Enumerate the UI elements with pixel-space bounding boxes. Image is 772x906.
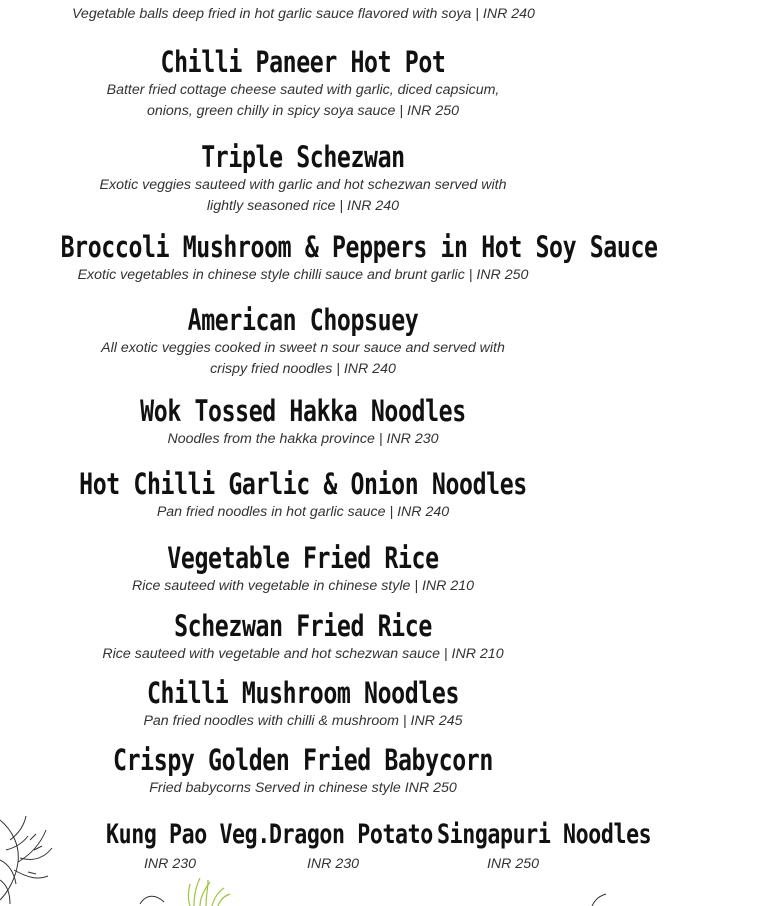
item-description-line: Rice sauteed with vegetable in chinese style | INR 210 [131, 578, 474, 594]
grass-sketch-icon [186, 876, 246, 906]
item-price: INR 230 [306, 856, 360, 872]
menu-item-partial [0, 4, 606, 25]
menu-item-column [418, 819, 652, 875]
item-name: Triple Schezwan [201, 140, 405, 174]
flower-sketch-icon [0, 800, 70, 906]
item-price: INR 230 [143, 856, 197, 872]
menu-item [0, 469, 606, 523]
item-description: Vegetable balls deep fried in hot garlic sauce flavored with soya | INR 240 [72, 6, 535, 22]
menu-item [0, 305, 606, 380]
item-name: Wok Tossed Hakka Noodles [140, 394, 466, 428]
item-price: INR 250 [486, 856, 540, 872]
menu-item [0, 678, 606, 732]
menu-item [0, 142, 606, 217]
item-description-line: lightly seasoned rice | INR 240 [206, 198, 400, 214]
menu-item [0, 611, 606, 665]
menu-item [0, 230, 658, 286]
item-name: Chilli Mushroom Noodles [146, 676, 460, 710]
item-name: Schezwan Fried Rice [174, 609, 432, 643]
item-description-line: All exotic veggies cooked in sweet n sour sauce and served with [101, 340, 505, 356]
leaf-sketch-icon [138, 892, 168, 906]
item-description-line: Fried babycorns Served in chinese style INR 250 [149, 780, 457, 796]
menu-item-column [253, 819, 433, 875]
item-description-line: Exotic veggies sauteed with garlic and hot schezwan served with [99, 177, 507, 193]
item-description-line: crispy fried noodles | INR 240 [210, 361, 396, 377]
item-description-line: Noodles from the hakka province | INR 230 [167, 431, 439, 447]
menu-item [0, 543, 606, 597]
menu-item [0, 396, 606, 450]
item-name: Hot Chilli Garlic & Onion Noodles [79, 467, 527, 501]
item-description-line: onions, green chilly in spicy soya sauce | INR 250 [146, 103, 460, 119]
item-name: American Chopsuey [187, 303, 419, 337]
item-name: Chilli Paneer Hot Pot [160, 45, 446, 79]
menu-item [0, 745, 606, 799]
item-description-line: Pan fried noodles in hot garlic sauce | INR 240 [156, 504, 450, 520]
item-description-line: Exotic vegetables in chinese style chilli sauce and brunt garlic | INR 250 [77, 267, 529, 283]
item-description-line: Rice sauteed with vegetable and hot schezwan sauce | INR 210 [102, 646, 504, 662]
item-name: Broccoli Mushroom & Peppers in Hot Soy Sauce [60, 230, 658, 264]
item-name: Crispy Golden Fried Babycorn [113, 743, 493, 777]
menu-item [0, 47, 606, 122]
item-description-line: Batter fried cottage cheese sauted with garlic, diced capsicum, [106, 82, 500, 98]
item-name: Vegetable Fried Rice [167, 541, 439, 575]
leaf-sketch-icon [590, 892, 606, 906]
item-name: Kung Pao Veg. [106, 819, 270, 850]
item-name: Dragon Potato [269, 819, 433, 850]
item-description-line: Pan fried noodles with chilli & mushroom | INR 245 [143, 713, 463, 729]
menu-item-column [90, 819, 270, 875]
item-name: Singapuri Noodles [437, 819, 652, 850]
